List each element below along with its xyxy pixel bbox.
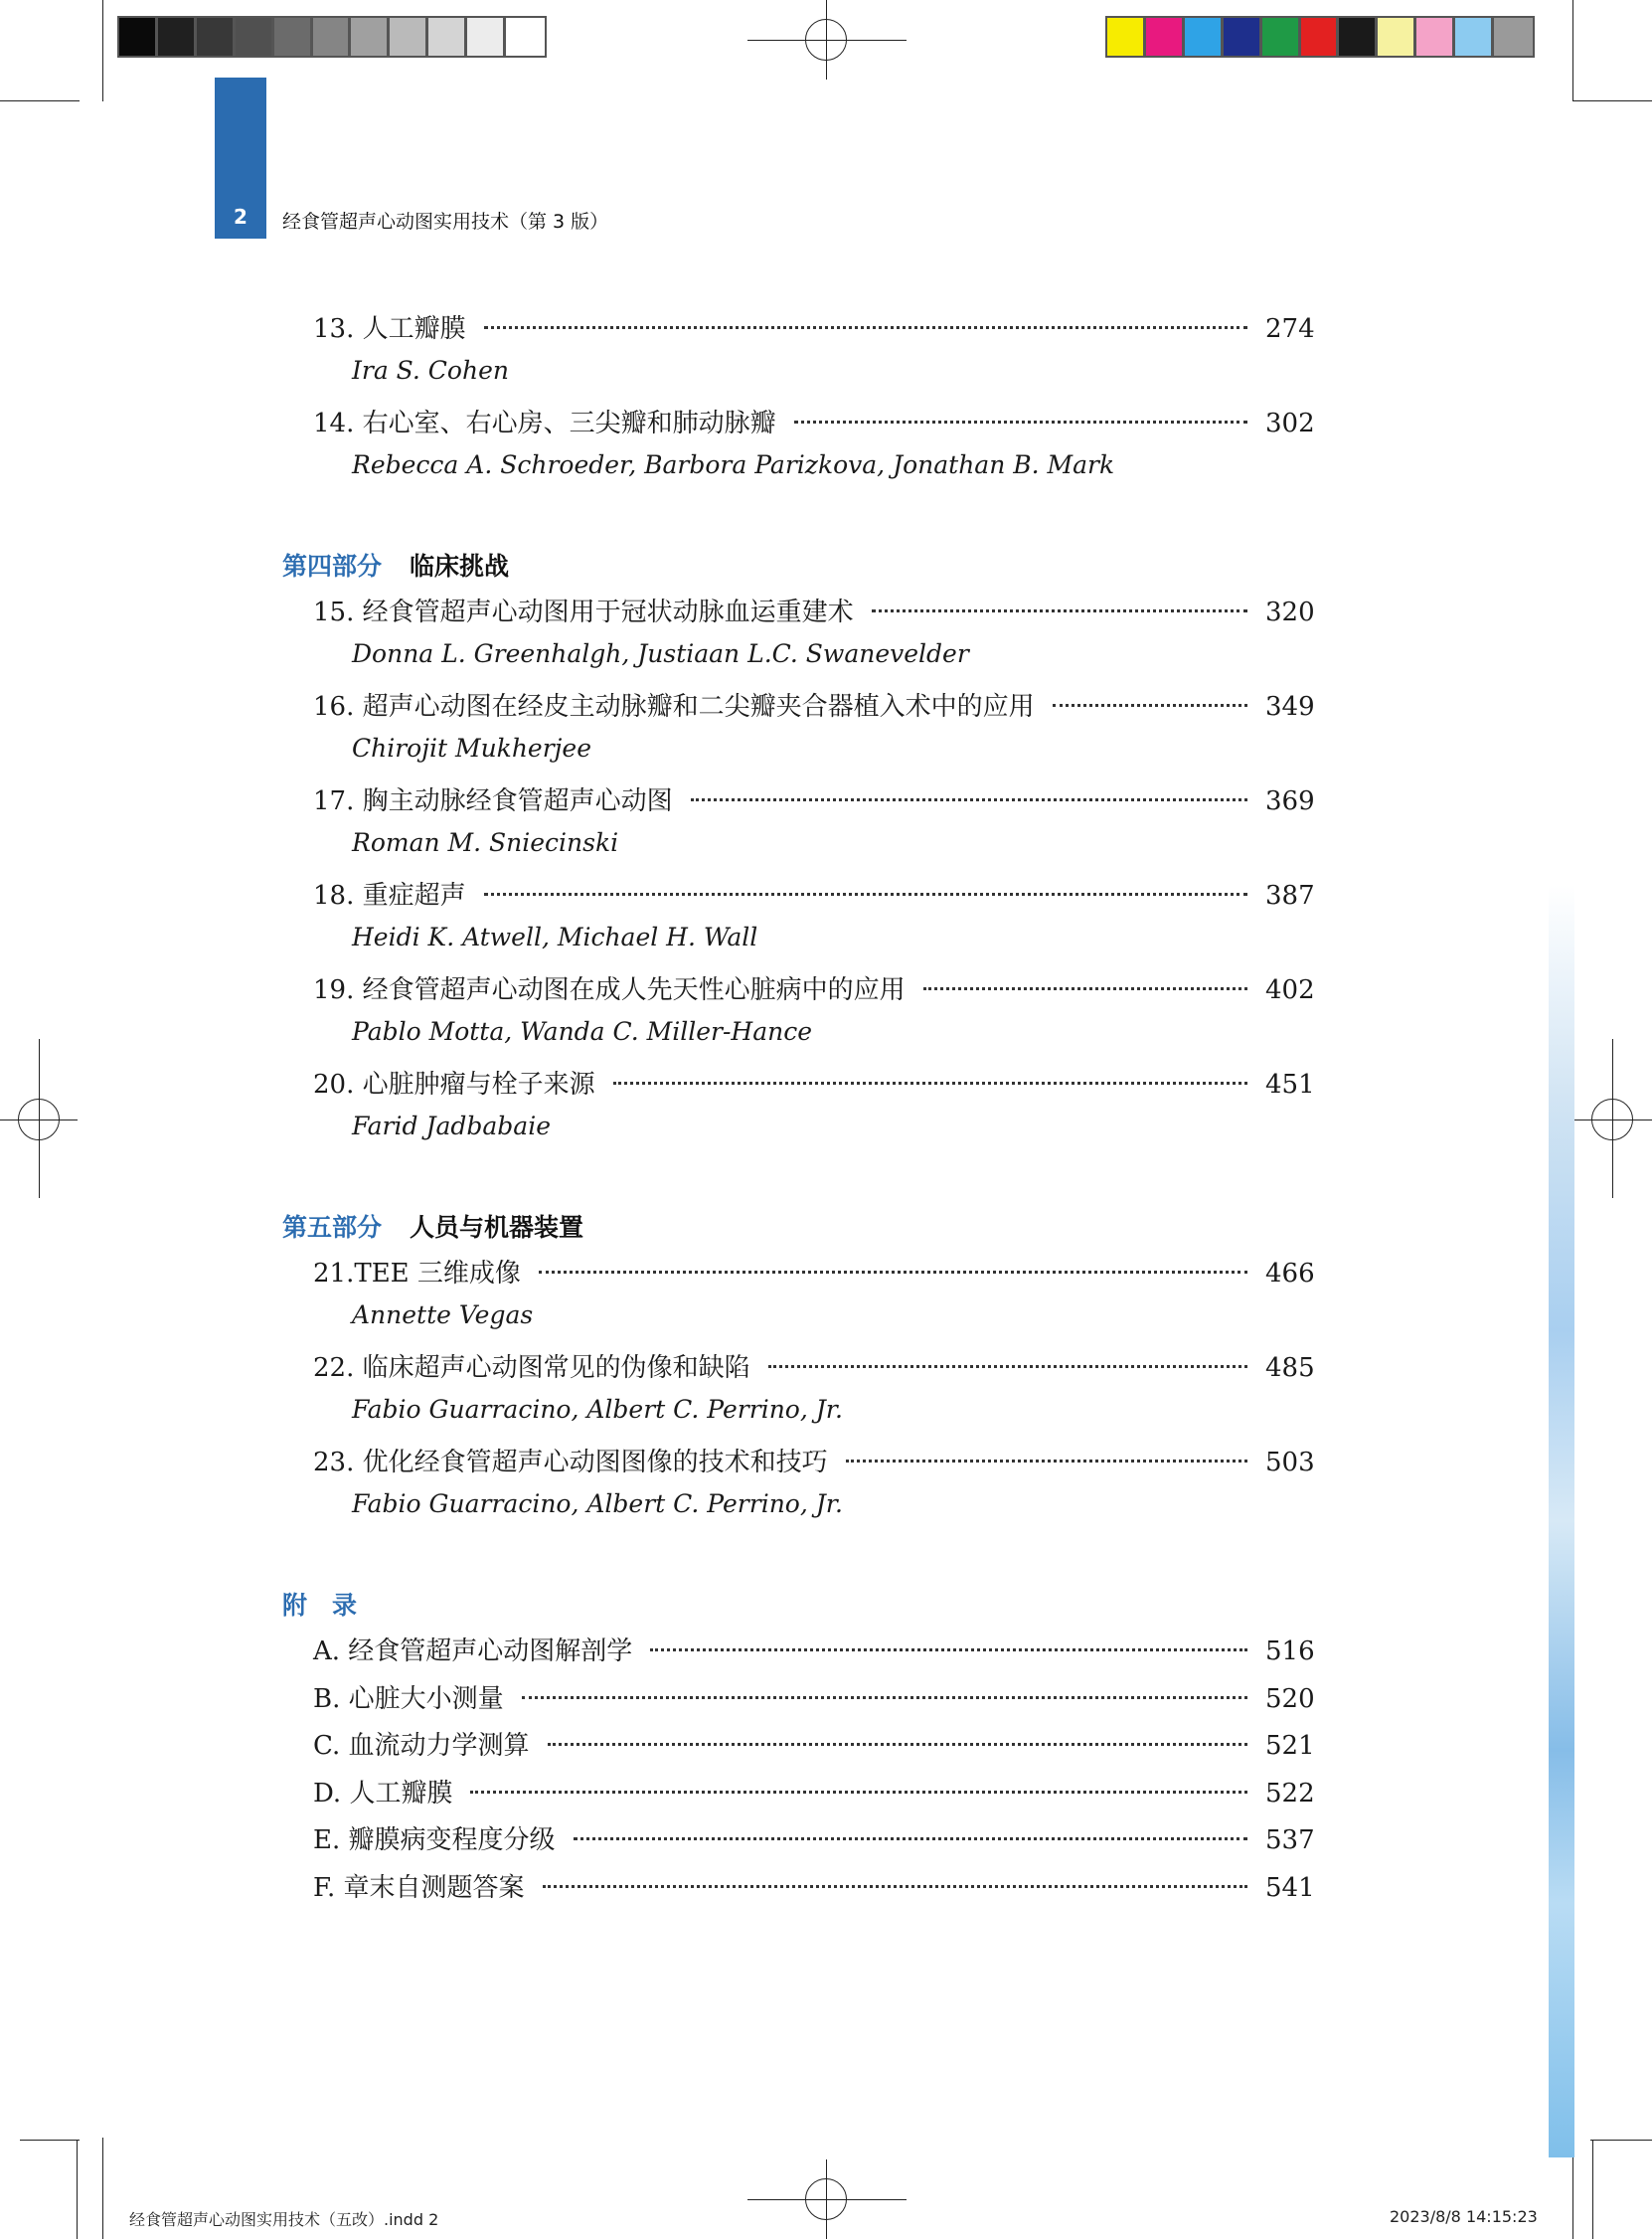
- color-swatch: [1146, 18, 1185, 56]
- leader-dots: [574, 1837, 1247, 1840]
- toc-entry-page: 387: [1265, 881, 1315, 911]
- part-heading: [282, 1208, 583, 1244]
- toc-entry-authors: Pablo Motta, Wanda C. Miller-Hance: [352, 1017, 813, 1046]
- decorative-gradient-strip: [1549, 885, 1574, 2157]
- leader-dots: [484, 326, 1247, 329]
- toc-entry-page: 369: [1265, 786, 1315, 816]
- toc-entry-title: 22. 临床超声心动图常见的伪像和缺陷: [313, 1353, 750, 1383]
- leader-dots: [484, 893, 1247, 896]
- appendix-entry[interactable]: [313, 1819, 1315, 1859]
- toc-entry-page: 402: [1265, 975, 1315, 1005]
- toc-entry-page: 451: [1265, 1070, 1315, 1100]
- color-swatch: [1378, 18, 1416, 56]
- process-color-bar: [1105, 16, 1535, 58]
- toc-entry-authors: Heidi K. Atwell, Michael H. Wall: [352, 923, 758, 951]
- color-swatch: [428, 18, 467, 56]
- toc-entry[interactable]: [313, 780, 1315, 820]
- appendix-entry[interactable]: [313, 1631, 1315, 1670]
- toc-entry-authors: Chirojit Mukherjee: [352, 734, 592, 763]
- leader-dots: [548, 1743, 1248, 1746]
- appendix-entry-title: F. 章末自测题答案: [313, 1873, 525, 1903]
- color-swatch: [390, 18, 428, 56]
- appendix-entry-title: C. 血流动力学测算: [313, 1731, 530, 1761]
- appendix-entry-title: A. 经食管超声心动图解剖学: [313, 1636, 633, 1666]
- toc-entry[interactable]: [313, 875, 1315, 915]
- appendix-entry-page: 522: [1265, 1779, 1315, 1808]
- color-swatch: [274, 18, 313, 56]
- toc-entry-title: 13. 人工瓣膜: [313, 314, 466, 344]
- color-swatch: [1107, 18, 1146, 56]
- part-heading: [282, 1586, 357, 1622]
- part-name: 临床挑战: [410, 552, 510, 581]
- footer-filename: 经食管超声心动图实用技术（五改）.indd 2: [129, 2210, 439, 2229]
- color-swatch: [119, 18, 158, 56]
- appendix-entry-title: D. 人工瓣膜: [313, 1779, 453, 1808]
- color-swatch: [236, 18, 274, 56]
- toc-entry[interactable]: [313, 592, 1315, 631]
- toc-entry[interactable]: [313, 1442, 1315, 1481]
- leader-dots: [923, 987, 1247, 990]
- toc-entry-authors: Ira S. Cohen: [352, 356, 509, 385]
- toc-entry-title: 21.TEE 三维成像: [313, 1259, 521, 1289]
- toc-entry-page: 503: [1265, 1448, 1315, 1477]
- toc-entry-title: 16. 超声心动图在经皮主动脉瓣和二尖瓣夹合器植入术中的应用: [313, 692, 1035, 722]
- appendix-entry[interactable]: [313, 1725, 1315, 1765]
- toc-entry-page: 466: [1265, 1259, 1315, 1289]
- appendix-entry-page: 521: [1265, 1731, 1315, 1761]
- footer-timestamp: 2023/8/8 14:15:23: [1390, 2207, 1538, 2226]
- toc-entry-page: 320: [1265, 598, 1315, 627]
- leader-dots: [522, 1696, 1247, 1699]
- toc-entry-page: 349: [1265, 692, 1315, 722]
- toc-entry-page: 302: [1265, 409, 1315, 438]
- toc-entry[interactable]: [313, 969, 1315, 1009]
- color-swatch: [1455, 18, 1494, 56]
- color-swatch: [1416, 18, 1455, 56]
- toc-entry[interactable]: [313, 1253, 1315, 1292]
- leader-dots: [768, 1365, 1247, 1368]
- color-swatch: [313, 18, 352, 56]
- appendix-entry[interactable]: [313, 1773, 1315, 1812]
- toc-entry-title: 23. 优化经食管超声心动图图像的技术和技巧: [313, 1448, 828, 1477]
- part-label: 第四部分: [282, 552, 383, 581]
- leader-dots: [543, 1885, 1247, 1888]
- color-swatch: [506, 18, 545, 56]
- appendix-entry-page: 541: [1265, 1873, 1315, 1903]
- toc-entry-title: 17. 胸主动脉经食管超声心动图: [313, 786, 673, 816]
- toc-entry[interactable]: [313, 686, 1315, 726]
- color-swatch: [351, 18, 390, 56]
- toc-entry-title: 14. 右心室、右心房、三尖瓣和肺动脉瓣: [313, 409, 776, 438]
- color-swatch: [1494, 18, 1533, 56]
- color-swatch: [1301, 18, 1340, 56]
- appendix-entry-title: E. 瓣膜病变程度分级: [313, 1825, 556, 1855]
- toc-entry-authors: Annette Vegas: [352, 1300, 534, 1329]
- leader-dots: [846, 1460, 1247, 1463]
- color-swatch: [1262, 18, 1301, 56]
- color-swatch: [1185, 18, 1224, 56]
- toc-entry[interactable]: [313, 1064, 1315, 1104]
- toc-entry-authors: Fabio Guarracino, Albert C. Perrino, Jr.: [352, 1395, 843, 1424]
- part-name: 人员与机器装置: [410, 1213, 584, 1242]
- leader-dots: [470, 1791, 1247, 1794]
- appendix-entry-page: 516: [1265, 1636, 1315, 1666]
- toc-entry[interactable]: [313, 1347, 1315, 1387]
- toc-entry-authors: Donna L. Greenhalgh, Justiaan L.C. Swanevelder: [352, 639, 969, 668]
- toc-entry-authors: Roman M. Sniecinski: [352, 828, 619, 857]
- color-swatch: [1224, 18, 1262, 56]
- part-heading: [282, 547, 509, 583]
- appendix-entry-title: B. 心脏大小测量: [313, 1684, 504, 1714]
- leader-dots: [613, 1082, 1247, 1085]
- toc-entry-authors: Fabio Guarracino, Albert C. Perrino, Jr.: [352, 1489, 843, 1518]
- leader-dots: [539, 1271, 1247, 1274]
- leader-dots: [650, 1648, 1247, 1651]
- toc-entry-title: 15. 经食管超声心动图用于冠状动脉血运重建术: [313, 598, 854, 627]
- appendix-entry[interactable]: [313, 1678, 1315, 1718]
- toc-entry-title: 19. 经食管超声心动图在成人先天性心脏病中的应用: [313, 975, 906, 1005]
- appendix-entry-page: 520: [1265, 1684, 1315, 1714]
- color-swatch: [1339, 18, 1378, 56]
- color-swatch: [197, 18, 236, 56]
- running-header-title: 经食管超声心动图实用技术（第 3 版）: [282, 211, 609, 233]
- toc-entry-title: 20. 心脏肿瘤与栓子来源: [313, 1070, 595, 1100]
- toc-entry[interactable]: [313, 403, 1315, 442]
- part-label: 第五部分: [282, 1213, 383, 1242]
- appendix-entry-page: 537: [1265, 1825, 1315, 1855]
- page-number: 2: [234, 205, 248, 229]
- color-swatch: [158, 18, 197, 56]
- toc-entry-title: 18. 重症超声: [313, 881, 466, 911]
- color-swatch: [467, 18, 506, 56]
- toc-entry-page: 485: [1265, 1353, 1315, 1383]
- toc-entry-page: 274: [1265, 314, 1315, 344]
- toc-entry-authors: Farid Jadbabaie: [352, 1112, 551, 1140]
- toc-entry[interactable]: [313, 308, 1315, 348]
- appendix-entry[interactable]: [313, 1867, 1315, 1907]
- leader-dots: [872, 609, 1247, 612]
- leader-dots: [691, 798, 1247, 801]
- leader-dots: [1053, 704, 1247, 707]
- part-label: 附 录: [282, 1591, 358, 1620]
- toc-entry-authors: Rebecca A. Schroeder, Barbora Parizkova, Jonathan B. Mark: [352, 450, 1115, 479]
- grayscale-color-bar: [117, 16, 547, 58]
- leader-dots: [794, 421, 1247, 424]
